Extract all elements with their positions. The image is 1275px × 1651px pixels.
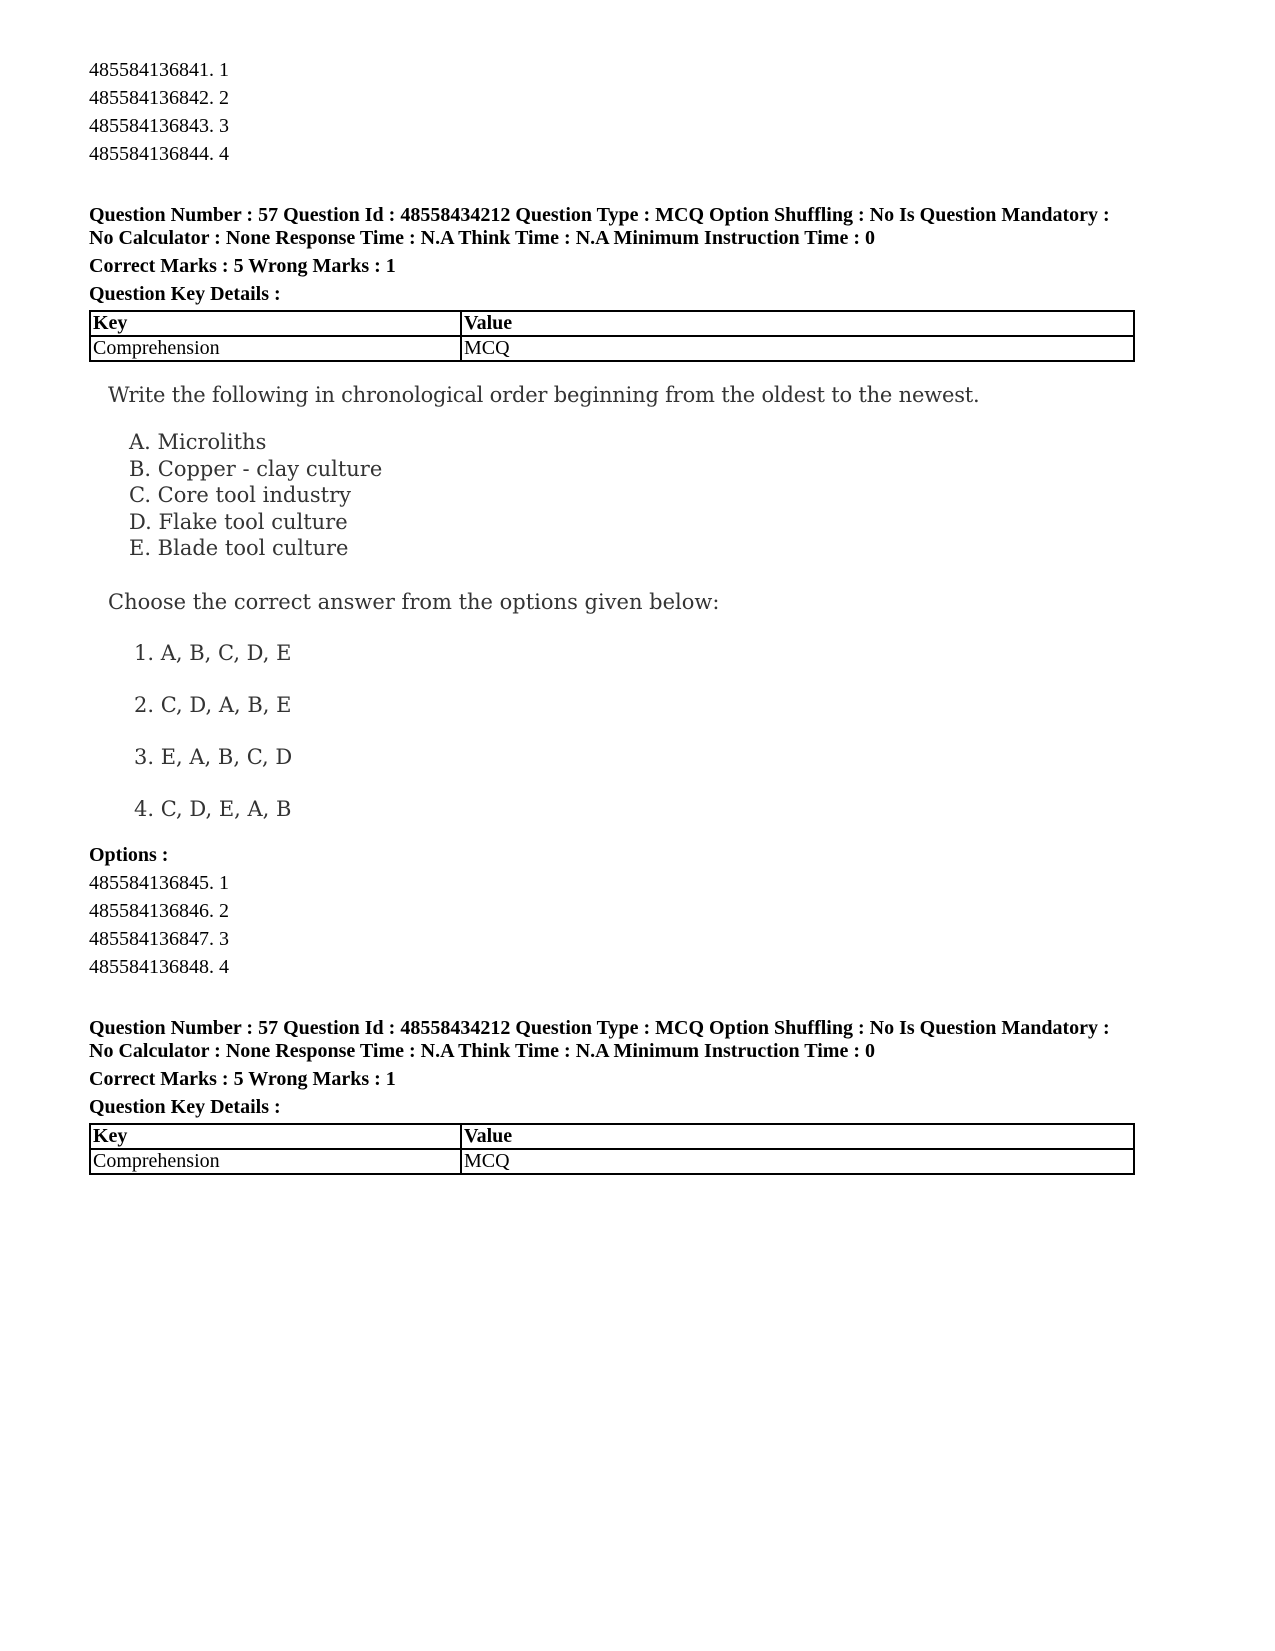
table-cell-key: Comprehension [90, 1149, 461, 1174]
answer-choice: 4. C, D, E, A, B [134, 796, 292, 821]
answer-choices-list [134, 638, 1008, 846]
list-item: B. Copper - clay culture [129, 456, 383, 481]
list-item: A. Microliths [129, 430, 267, 454]
option-item: 485584136842. 2 [89, 87, 229, 109]
option-item: 485584136843. 3 [89, 115, 229, 137]
table-header-value: Value [461, 1124, 1134, 1149]
options-block [89, 841, 1135, 981]
question-prompt: Write the following in chronological order beginning from the oldest to the newest. [108, 383, 980, 407]
list-item: C. Core tool industry [129, 483, 351, 508]
previous-options-list [89, 56, 229, 168]
option-item: 485584136848. 4 [89, 956, 229, 978]
key-details-label: Question Key Details : [89, 1096, 281, 1118]
table-cell-value: MCQ [461, 1149, 1134, 1174]
table-cell-key: Comprehension [90, 336, 461, 361]
question-header-line2: No Calculator : None Response Time : N.A Think Time : N.A Minimum Instruction Time : 0 [89, 1040, 875, 1062]
table-header-row [90, 1124, 1134, 1149]
question-header-line2: No Calculator : None Response Time : N.A Think Time : N.A Minimum Instruction Time : 0 [89, 227, 875, 249]
marks-line: Correct Marks : 5 Wrong Marks : 1 [89, 255, 396, 277]
table-row [90, 336, 1134, 361]
option-item: 485584136846. 2 [89, 900, 229, 922]
key-details-table [89, 1123, 1135, 1175]
question-header-line1: Question Number : 57 Question Id : 48558434212 Question Type : MCQ Option Shuffling : No Is Question Mandatory : [89, 204, 1110, 226]
option-item: 485584136841. 1 [89, 59, 229, 81]
list-item: D. Flake tool culture [129, 509, 348, 534]
table-row [90, 1149, 1134, 1174]
answer-choice: 3. E, A, B, C, D [134, 744, 293, 769]
key-details-table [89, 310, 1135, 362]
question-items-list [129, 429, 1008, 562]
question-header-block-2 [89, 1017, 1135, 1175]
choose-instruction: Choose the correct answer from the options given below: [108, 589, 720, 614]
marks-line: Correct Marks : 5 Wrong Marks : 1 [89, 1068, 396, 1090]
key-details-label: Question Key Details : [89, 283, 281, 305]
table-header-value: Value [461, 311, 1134, 336]
question-content-image [108, 380, 1008, 846]
question-header-block [89, 204, 1135, 362]
option-item: 485584136847. 3 [89, 928, 229, 950]
answer-choice: 1. A, B, C, D, E [134, 640, 292, 665]
table-header-key: Key [90, 311, 461, 336]
question-header-line1: Question Number : 57 Question Id : 48558434212 Question Type : MCQ Option Shuffling : No Is Question Mandatory : [89, 1017, 1110, 1039]
answer-choice: 2. C, D, A, B, E [134, 692, 292, 717]
table-header-row [90, 311, 1134, 336]
table-header-key: Key [90, 1124, 461, 1149]
option-item: 485584136845. 1 [89, 872, 229, 894]
list-item: E. Blade tool culture [129, 536, 349, 561]
option-item: 485584136844. 4 [89, 143, 229, 165]
table-cell-value: MCQ [461, 336, 1134, 361]
options-label: Options : [89, 844, 169, 866]
